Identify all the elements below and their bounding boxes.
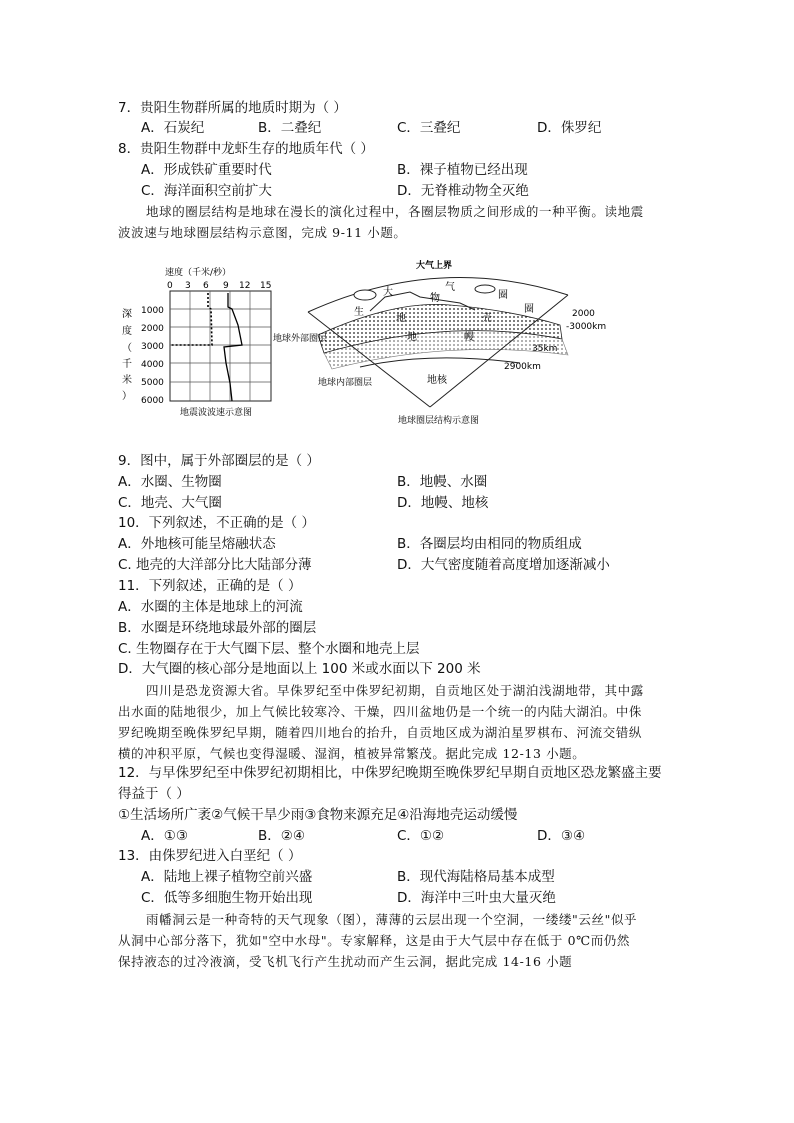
q9-stem: 9．图中，属于外部圈层的是（ ） [118,453,320,469]
q12-option-d: D．③④ [537,828,586,844]
depth-char-5: 米 [122,375,132,386]
label-di1: 地 [396,313,406,324]
label-dihe: 地核 [427,375,447,386]
q8-stem: 8．贵阳生物群中龙虾生存的地质年代（ ） [118,141,374,157]
speed-tick-6: 6 [203,281,209,291]
q12-option-c: C．①② [397,828,445,844]
label-outer-layers: 地球外部圈层 [273,334,328,344]
depth-char-1: 深 [122,309,132,320]
label-inner-layers: 地球内部圈层 [318,378,373,388]
intro-12-13-line-1: 四川是恐龙资源大省。早侏罗纪至中侏罗纪初期，自贡地区处于湖泊浅湖地带，其中露 [146,683,644,698]
atmosphere-top-label: 大气上界 [416,261,453,271]
q10-stem: 10．下列叙述，不正确的是（ ） [118,515,315,531]
cloud-1 [354,290,376,300]
q13-stem: 13．由侏罗纪进入白垩纪（ ） [118,848,302,864]
depth-tick-5000: 5000 [141,378,164,388]
q10-option-d: D．大气密度随着高度增加逐渐减小 [397,557,610,573]
q12-statements: ①生活场所广袤②气候干旱少雨③食物来源充足④沿海地壳运动缓慢 [118,807,518,823]
speed-axis-title: 速度（千米/秒） [165,268,232,278]
depth-tick-2000: 2000 [141,324,164,334]
label-di2: 地 [407,332,417,343]
label-qi: 气 [445,282,455,293]
label-sheng: 生 [354,307,364,318]
q13-option-c: C．低等多细胞生物开始出现 [141,890,313,906]
q10-option-a: A．外地核可能呈熔融状态 [118,536,276,552]
q8-option-a: A．形成铁矿重要时代 [141,162,272,178]
depth-tick-6000: 6000 [141,396,164,406]
q7-option-a: A．石炭纪 [141,120,205,136]
label-man: 幔 [464,332,474,343]
seismic-wave-chart [122,266,271,418]
q7-option-b: B．二叠纪 [258,120,322,136]
seismic-chart-caption: 地震波波速示意图 [180,408,253,418]
label-3000km: -3000km [566,322,607,332]
label-ke: 壳 [482,313,492,324]
speed-tick-15: 15 [260,281,272,291]
depth-char-4: 千 [122,359,132,370]
depth-tick-4000: 4000 [141,360,164,370]
label-quan2: 圈 [524,304,534,315]
q9-option-c: C．地壳、大气圈 [118,495,222,511]
q7-option-c: C．三叠纪 [397,120,461,136]
intro-12-13-line-3: 罗纪晚期至晚侏罗纪早期，随着四川地台的抬升，自贡地区成为湖泊星罗棋布、河流交错纵 [118,725,643,740]
q8-option-d: D．无脊椎动物全灭绝 [397,183,529,199]
q10-option-b: B．各圈层均由相同的物质组成 [397,536,582,552]
q13-option-d: D．海洋中三叶虫大量灭绝 [397,890,556,906]
label-wu: 物 [430,293,440,304]
intro-9-11-line-2: 波波速与地球圈层结构示意图，完成 9-11 小题。 [118,225,407,240]
q11-option-a: A．水圈的主体是地球上的河流 [118,599,303,615]
cloud-2 [475,285,495,293]
q12-stem-line-2: 得益于（ ） [118,786,190,802]
q9-option-b: B．地幔、水圈 [397,474,488,490]
speed-tick-9: 9 [223,281,229,291]
label-da: 大 [383,287,393,298]
label-quan1: 圈 [498,290,508,301]
q13-option-a: A．陆地上裸子植物空前兴盛 [141,869,313,885]
q9-option-d: D．地幔、地核 [397,495,489,511]
depth-char-2: 度 [122,326,132,337]
q11-option-b: B．水圈是环绕地球最外部的圈层 [118,620,317,636]
q10-option-c: C. 地壳的大洋部分比大陆部分薄 [118,557,312,573]
speed-tick-12: 12 [239,281,251,291]
depth-char-6: ） [122,391,132,402]
intro-9-11-line-1: 地球的圈层结构是地球在漫长的演化过程中，各圈层物质之间形成的一种平衡。读地震 [146,204,644,219]
q12-option-a: A．①③ [141,828,188,844]
s-wave-curve [170,293,212,345]
speed-tick-0: 0 [167,281,173,291]
q11-stem: 11．下列叙述，正确的是（ ） [118,578,302,594]
intro-12-13-line-4: 横的冲积平原，气候也变得湿暖、湿润，植被异常繁茂。据此完成 12-13 小题。 [118,746,586,761]
intro-14-16-line-1: 雨幡洞云是一种奇特的天气现象（图），薄薄的云层出现一个空洞，一缕缕"云丝"似乎 [146,912,638,927]
q11-option-d: D．大气圈的核心部分是地面以上 100 米或水面以下 200 米 [118,661,481,677]
seismic-chart-frame [170,291,271,401]
q7-option-d: D．侏罗纪 [537,120,602,136]
earth-layers-figure [120,255,610,430]
intro-14-16-line-2: 从洞中心部分落下，犹如"空中水母"。专家解释，这是由于大气层中存在低于 0℃而仍然 [118,933,631,948]
depth-char-3: （ [122,343,132,354]
intro-14-16-line-3: 保持液态的过冷液滴，受飞机飞行产生扰动而产生云洞，据此完成 14-16 小题 [118,954,573,969]
q9-option-a: A．水圈、生物圈 [118,474,222,490]
q7-stem: 7．贵阳生物群所属的地质时期为（ ） [118,100,347,116]
q12-stem-line-1: 12．与早侏罗纪至中侏罗纪初期相比，中侏罗纪晚期至晚侏罗纪早期自贡地区恐龙繁盛主要 [118,765,662,781]
depth-tick-3000: 3000 [141,342,164,352]
label-2900km: 2900km [504,362,541,372]
q12-option-b: B．②④ [258,828,305,844]
label-35km: 35km [532,344,558,354]
q8-option-b: B．裸子植物已经出现 [397,162,528,178]
intro-12-13-line-2: 出水面的陆地很少，加上气候比较寒冷、干燥，四川盆地仍是一个统一的内陆大湖泊。中侏 [118,704,643,719]
earth-structure-diagram [273,259,606,426]
depth-tick-1000: 1000 [141,306,164,316]
speed-tick-3: 3 [185,281,191,291]
q11-option-c: C. 生物圈存在于大气圈下层、整个水圈和地壳上层 [118,641,420,657]
label-2000: 2000 [572,309,595,319]
core-boundary [360,358,520,367]
q13-option-b: B．现代海陆格局基本成型 [397,869,555,885]
structure-caption: 地球圈层结构示意图 [398,416,480,426]
q8-option-c: C．海洋面积空前扩大 [141,183,272,199]
